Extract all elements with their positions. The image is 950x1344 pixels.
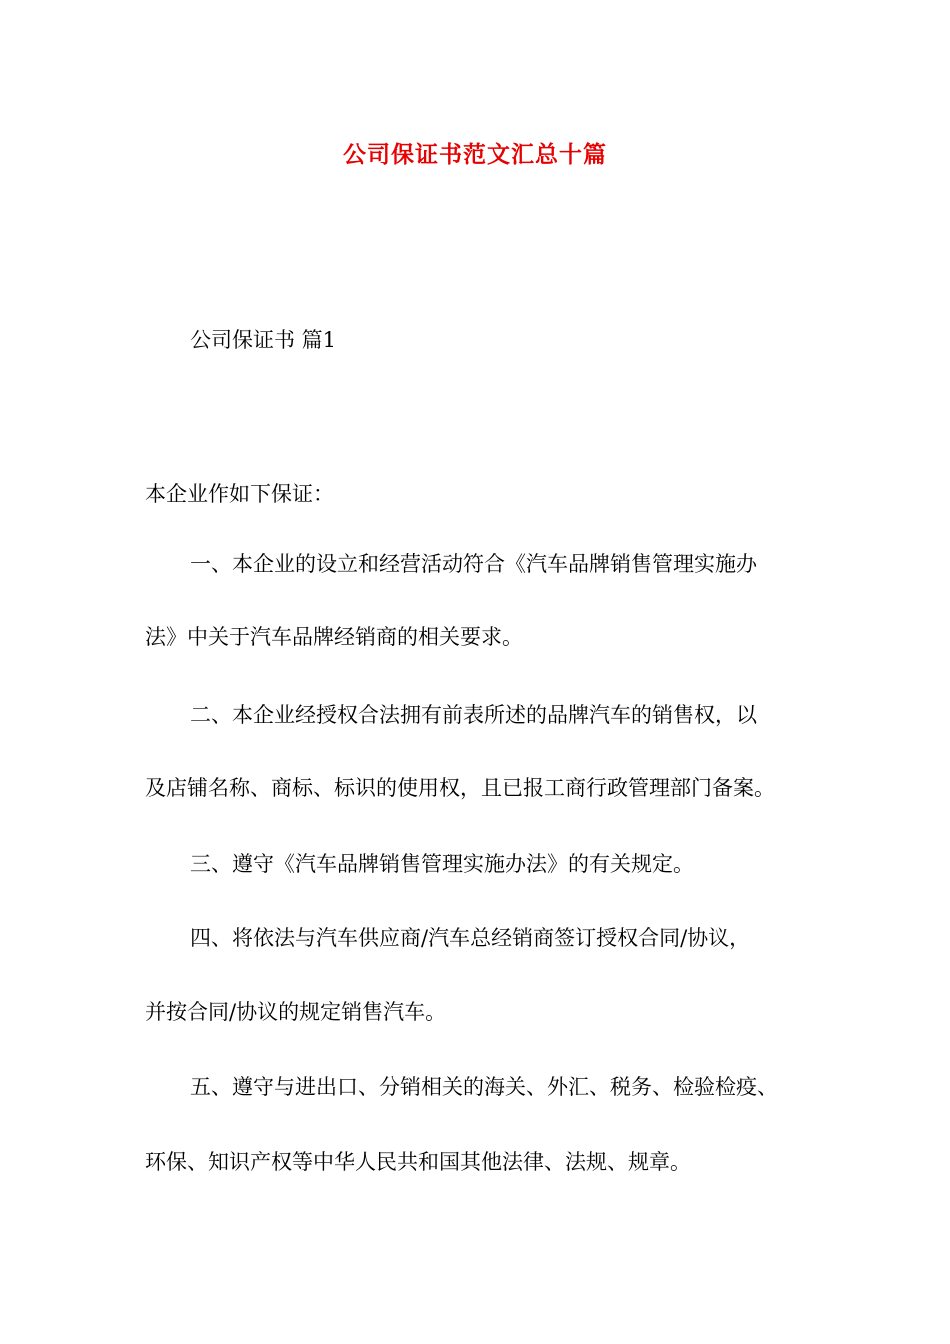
paragraph-1-line-1: 一、本企业的设立和经营活动符合《汽车品牌销售管理实施办 bbox=[190, 552, 757, 576]
paragraph-2-line-1: 二、本企业经授权合法拥有前表所述的品牌汽车的销售权，以 bbox=[190, 703, 757, 727]
paragraph-5-line-2: 环保、知识产权等中华人民共和国其他法律、法规、规章。 bbox=[145, 1150, 691, 1174]
paragraph-2-line-2: 及店铺名称、商标、标识的使用权，且已报工商行政管理部门备案。 bbox=[145, 776, 775, 800]
section-heading: 公司保证书 篇1 bbox=[190, 328, 337, 352]
intro-line: 本企业作如下保证： bbox=[145, 482, 334, 506]
document-title: 公司保证书范文汇总十篇 bbox=[343, 141, 607, 168]
paragraph-5-line-1: 五、遵守与进出口、分销相关的海关、外汇、税务、检验检疫、 bbox=[190, 1075, 778, 1099]
paragraph-1-line-2: 法》中关于汽车品牌经销商的相关要求。 bbox=[145, 625, 523, 649]
paragraph-3-line-1: 三、遵守《汽车品牌销售管理实施办法》的有关规定。 bbox=[190, 852, 694, 876]
paragraph-4-line-2: 并按合同/协议的规定销售汽车。 bbox=[145, 1000, 447, 1024]
paragraph-4-line-1: 四、将依法与汽车供应商/汽车总经销商签订授权合同/协议， bbox=[190, 926, 751, 950]
